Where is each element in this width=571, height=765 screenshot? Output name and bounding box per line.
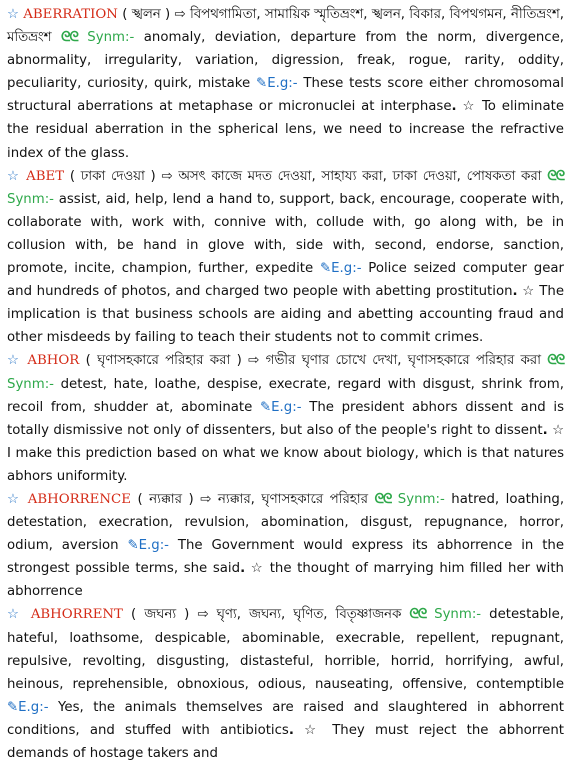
pencil-note-icon: ✎ <box>319 261 332 277</box>
entry-abhorrent <box>7 603 564 765</box>
bengali-root: ( ন্যক্কার ) <box>137 491 194 507</box>
headword: ABHORRENT <box>30 607 123 623</box>
bengali-meaning: ঘৃণ্য, জঘন্য, ঘৃণিত, বিতৃষ্ণাজনক <box>216 607 402 623</box>
sentence-period: . <box>288 722 294 738</box>
star-outline-icon: ☆ <box>7 168 21 184</box>
bengali-meaning: অসৎ কাজে মদত দেওয়া, সাহায্য করা, ঢাকা দেওয়া, পোষকতা করা <box>178 168 542 184</box>
bengali-root: ( ঘৃণাসহকারে পরিহার করা ) <box>85 353 242 369</box>
example-sentence: I make this prediction based on what we know about biology, which is that natures abhors uniformity. <box>7 445 564 484</box>
bengali-root: ( জঘন্য ) <box>130 607 190 623</box>
bengali-meaning: গভীর ঘৃণার চোখে দেখা, ঘৃণাসহকারে পরিহার করা <box>265 353 541 369</box>
headword: ABET <box>26 168 65 184</box>
entry-aberration <box>7 3 564 165</box>
synonym-list: detest, hate, loathe, despise, execrate, regard with disgust, shrink from, recoil from, shudder at, abominate <box>7 376 564 415</box>
star-outline-icon: ☆ <box>7 607 23 623</box>
bengali-meaning: বিপথগামিতা, সামায়িক স্মৃতিভ্রংশ, স্খলন, বিকার, বিপথগমন, নীতিভ্রংশ, মতিভ্রংশ <box>7 7 564 46</box>
headword: ABERRATION <box>23 7 118 22</box>
bengali-root: ( স্খলন ) <box>122 7 171 22</box>
bengali-meaning: ন্যক্কার, ঘৃণাসহকারে পরিহার <box>217 491 368 507</box>
example-sentence: the thought of marrying him filled her with abhorrence <box>7 561 564 600</box>
example-sentence: The president abhors dissent and is totally dismissive not only of dissenters, but also of the people's right to dissent <box>7 399 564 438</box>
double-leaf-icon: ᘓᘓ <box>61 30 78 46</box>
entry-abhorrence <box>7 488 564 603</box>
sentence-period: . <box>451 99 457 115</box>
double-leaf-icon: ᘓᘓ <box>547 353 565 369</box>
example-sentence: Yes, the animals themselves are raised and slaughtered in abhorrent conditions, and stuffed with antibiotics <box>7 699 564 738</box>
example-sentence: To eliminate the residual aberration in the spherical lens, we need to increase the refractive index of the glass. <box>7 99 564 161</box>
synonym-label: Synm:- <box>7 191 54 207</box>
pencil-note-icon: ✎ <box>256 76 268 92</box>
star-outline-icon: ☆ <box>462 99 477 115</box>
example-sentence: The implication is that business schools are aiding and abetting accounting fraud and other misdeeds by failing to teach their students not to commit crimes. <box>7 284 565 346</box>
star-outline-icon: ☆ <box>7 491 22 507</box>
example-label: E.g:- <box>138 538 169 554</box>
double-leaf-icon: ᘓᘓ <box>374 491 392 507</box>
example-sentence: These tests score either chromosomal structural aberrations at metaphase or micronuclei at interphase <box>7 76 565 115</box>
right-arrow-icon: ⇨ <box>248 353 260 369</box>
star-outline-icon: ☆ <box>304 722 322 738</box>
bengali-root: ( ঢাকা দেওয়া ) <box>69 168 156 184</box>
right-arrow-icon: ⇨ <box>200 491 212 507</box>
synonym-list: detestable, hateful, loathsome, despicable, abominable, execrable, repellent, repugnant, repulsive, revolting, disgusting, distasteful, horrible, horrid, horrifying, awful, heinous, reprehensible, obnoxious, odious, nauseating, offensive, contemptible <box>7 607 565 692</box>
headword: ABHORRENCE <box>27 491 131 507</box>
example-sentence: Police seized computer gear and hundreds of photos, and charged two people with abetting prostitution <box>7 261 564 300</box>
example-label: E.g:- <box>331 261 362 277</box>
headword: ABHOR <box>27 353 80 369</box>
star-outline-icon: ☆ <box>7 7 19 22</box>
right-arrow-icon: ⇨ <box>174 7 186 22</box>
right-arrow-icon: ⇨ <box>161 168 173 184</box>
synonym-list: anomaly, deviation, departure from the norm, divergence, abnormality, irregularity, variation, digression, freak, rogue, rarity, oddity, peculiarity, curiosity, quirk, mistake <box>7 30 565 92</box>
example-sentence: They must reject the abhorrent demands of hostage takers and <box>7 722 565 761</box>
synonym-list: hatred, loathing, detestation, execration, revulsion, abomination, disgust, repugnance, horror, odium, aversion <box>7 491 565 554</box>
synonym-list: assist, aid, help, lend a hand to, support, back, encourage, cooperate with, collaborate with, work with, connive with, collude with, go along with, be in collusion with, be hand in glove with, side with, second, endorse, sanction, promote, incite, champion, further, expedite <box>7 191 564 277</box>
entry-abhor <box>7 349 564 488</box>
pencil-note-icon: ✎ <box>260 399 272 415</box>
sentence-period: . <box>542 422 548 438</box>
sentence-period: . <box>512 284 518 300</box>
example-sentence: The Government would express its abhorrence in the strongest possible terms, she said <box>7 538 565 577</box>
star-outline-icon: ☆ <box>522 284 535 300</box>
example-label: E.g:- <box>18 699 49 715</box>
example-label: E.g:- <box>267 76 298 92</box>
double-leaf-icon: ᘓᘓ <box>547 168 564 184</box>
sentence-period: . <box>240 561 246 577</box>
synonym-label: Synm:- <box>87 30 135 46</box>
example-label: E.g:- <box>271 399 302 415</box>
right-arrow-icon: ⇨ <box>197 607 209 623</box>
double-leaf-icon: ᘓᘓ <box>409 607 427 623</box>
pencil-note-icon: ✎ <box>7 699 19 715</box>
star-outline-icon: ☆ <box>7 353 22 369</box>
pencil-note-icon: ✎ <box>127 538 139 554</box>
synonym-label: Synm:- <box>397 491 445 507</box>
entry-abet <box>7 165 564 350</box>
star-outline-icon: ☆ <box>250 561 265 577</box>
star-outline-icon: ☆ <box>552 422 564 438</box>
synonym-label: Synm:- <box>7 376 54 392</box>
synonym-label: Synm:- <box>434 607 482 623</box>
